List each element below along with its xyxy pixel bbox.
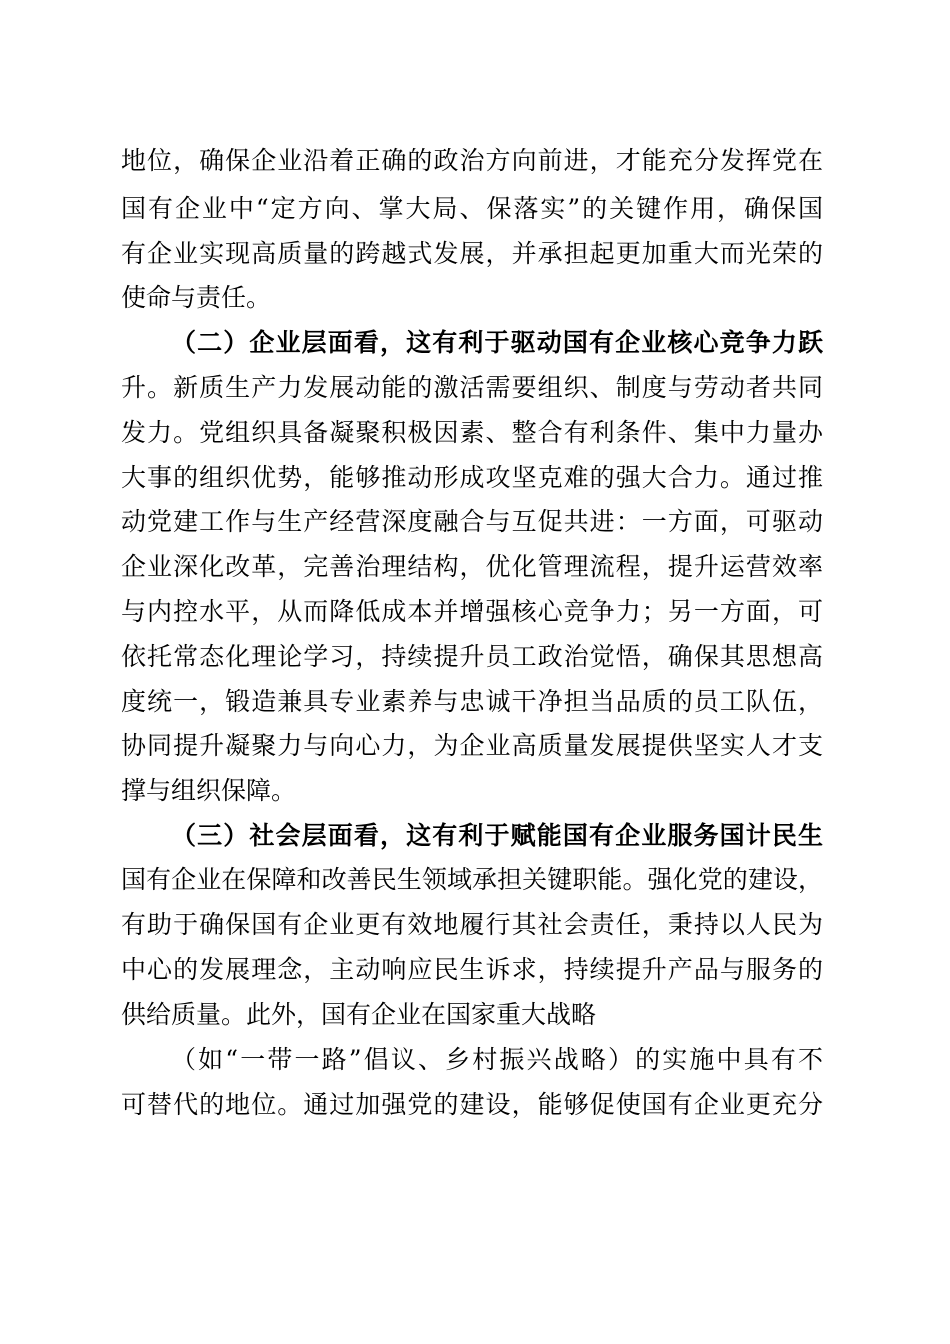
text-line: 发力。党组织具备凝聚积极因素、整合有利条件、集中力量办 — [121, 418, 823, 447]
text-line: 中心的发展理念，主动响应民生诉求，持续提升产品与服务的 — [121, 955, 823, 984]
text-line: （如“一带一路”倡议、乡村振兴战略）的实施中具有不 — [171, 1045, 823, 1074]
text-line: 使命与责任。 — [121, 283, 272, 312]
text-line: 与内控水平，从而降低成本并增强核心竞争力；另一方面，可 — [121, 597, 823, 626]
text-line: 地位，确保企业沿着正确的政治方向前进，才能充分发挥党在 — [121, 146, 823, 175]
text-line: 依托常态化理论学习，持续提升员工政治觉悟，确保其思想高 — [121, 642, 823, 671]
text-line: 协同提升凝聚力与向心力，为企业高质量发展提供坚实人才支 — [121, 731, 823, 760]
text-line: 动党建工作与生产经营深度融合与互促共进：一方面，可驱动 — [121, 507, 823, 536]
text-line: 国有企业在保障和改善民生领域承担关键职能。强化党的建设， — [121, 865, 823, 894]
text-line: 供给质量。此外，国有企业在国家重大战略 — [121, 1000, 597, 1029]
text-line: 有助于确保国有企业更有效地履行其社会责任，秉持以人民为 — [121, 910, 823, 939]
text-line: 有企业实现高质量的跨越式发展，并承担起更加重大而光荣的 — [121, 239, 823, 268]
section-heading-2: （二）企业层面看，这有利于驱动国有企业核心竞争力跃 — [171, 328, 823, 357]
text-line: 撑与组织保障。 — [121, 776, 297, 805]
text-line: 升。新质生产力发展动能的激活需要组织、制度与劳动者共同 — [121, 373, 823, 402]
text-line: 企业深化改革，完善治理结构，优化管理流程，提升运营效率 — [121, 552, 823, 581]
text-line: 可替代的地位。通过加强党的建设，能够促使国有企业更充分 — [121, 1090, 823, 1119]
section-heading-3: （三）社会层面看，这有利于赋能国有企业服务国计民生 — [171, 821, 823, 850]
text-line: 度统一，锻造兼具专业素养与忠诚干净担当品质的员工队伍， — [121, 687, 823, 716]
text-line: 国有企业中“定方向、掌大局、保落实”的关键作用，确保国 — [121, 194, 823, 223]
text-line: 大事的组织优势，能够推动形成攻坚克难的强大合力。通过推 — [121, 463, 823, 492]
